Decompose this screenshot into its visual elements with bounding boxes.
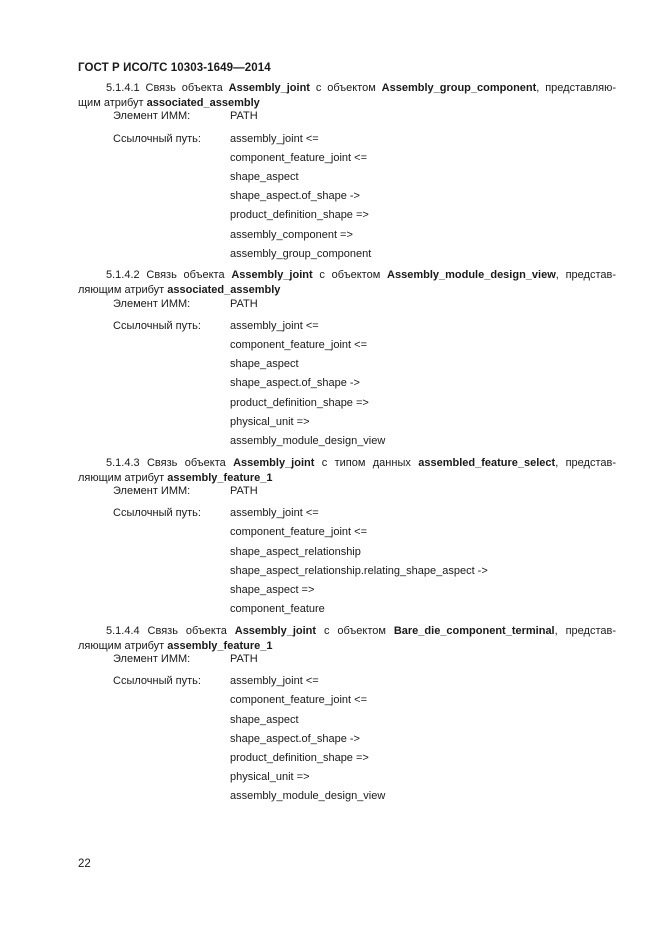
path-line: shape_aspect.of_shape -> [230,190,360,202]
element-value: PATH [230,485,258,497]
intro-text: , представ-ляющим атрибут [78,269,616,296]
path-line: shape_aspect_relationship [230,546,361,558]
intro-text: 5.1.4.2 Связь объекта [106,269,232,281]
path-line: assembly_joint <= [230,675,319,687]
section-intro [78,81,616,111]
path-line: assembly_module_design_view [230,435,386,447]
entity-name: Assembly_joint [233,457,315,469]
path-line: shape_aspect [230,714,299,726]
path-line: shape_aspect_relationship.relating_shape_aspect -> [230,565,488,577]
entity-name: Assembly_joint [231,269,313,281]
path-line: product_definition_shape => [230,209,369,221]
path-line: assembly_module_design_view [230,790,386,802]
path-line: assembly_group_component [230,248,372,260]
entity-name: Assembly_joint [234,625,317,637]
ref-path-label: Ссылочный путь: [113,507,201,519]
path-line: product_definition_shape => [230,752,369,764]
intro-text: 5.1.4.3 Связь объекта [106,457,234,469]
intro-text: с типом данных [314,457,419,469]
path-line: component_feature_joint <= [230,526,367,538]
ref-path-label: Ссылочный путь: [113,675,201,687]
path-line: shape_aspect.of_shape -> [230,377,360,389]
document-header: ГОСТ Р ИСО/ТС 10303-1649—2014 [78,62,271,74]
intro-text: , представляю-щим атрибут [78,82,616,109]
page-number: 22 [78,858,91,870]
section-intro [78,456,616,486]
entity-name: Assembly_joint [228,82,310,94]
path-line: physical_unit => [230,771,310,783]
attribute-name: assembly_feature_1 [167,472,273,484]
ref-path-label: Ссылочный путь: [113,320,201,332]
intro-text: с объектом [316,625,394,637]
attribute-name: associated_assembly [167,284,281,296]
path-line: shape_aspect => [230,584,315,596]
attribute-name: associated_assembly [146,97,260,109]
path-line: shape_aspect [230,358,299,370]
element-label: Элемент ИММ: [113,298,191,310]
element-value: PATH [230,653,258,665]
ref-path-label: Ссылочный путь: [113,133,201,145]
element-value: PATH [230,110,258,122]
intro-text: , представ-ляющим атрибут [78,625,616,652]
path-line: assembly_component => [230,229,353,241]
path-line: component_feature_joint <= [230,694,367,706]
entity-name: Assembly_group_component [381,82,537,94]
section-intro [78,268,616,298]
intro-text: , представ-ляющим атрибут [78,457,616,484]
element-label: Элемент ИММ: [113,653,191,665]
path-line: component_feature [230,603,325,615]
section-intro [78,624,616,654]
intro-text: 5.1.4.1 Связь объекта [106,82,229,94]
path-line: assembly_joint <= [230,320,319,332]
entity-name: Bare_die_component_terminal [393,625,555,637]
element-label: Элемент ИММ: [113,110,191,122]
path-line: shape_aspect.of_shape -> [230,733,360,745]
path-line: assembly_joint <= [230,133,319,145]
intro-text: с объектом [309,82,382,94]
path-line: product_definition_shape => [230,397,369,409]
intro-text: с объектом [312,269,388,281]
path-line: physical_unit => [230,416,310,428]
path-line: component_feature_joint <= [230,152,367,164]
path-line: shape_aspect [230,171,299,183]
attribute-name: assembly_feature_1 [167,640,273,652]
intro-text: 5.1.4.4 Связь объекта [106,625,235,637]
path-line: assembly_joint <= [230,507,319,519]
element-label: Элемент ИММ: [113,485,191,497]
entity-name: Assembly_module_design_view [387,269,556,281]
entity-name: assembled_feature_select [418,457,556,469]
element-value: PATH [230,298,258,310]
path-line: component_feature_joint <= [230,339,367,351]
